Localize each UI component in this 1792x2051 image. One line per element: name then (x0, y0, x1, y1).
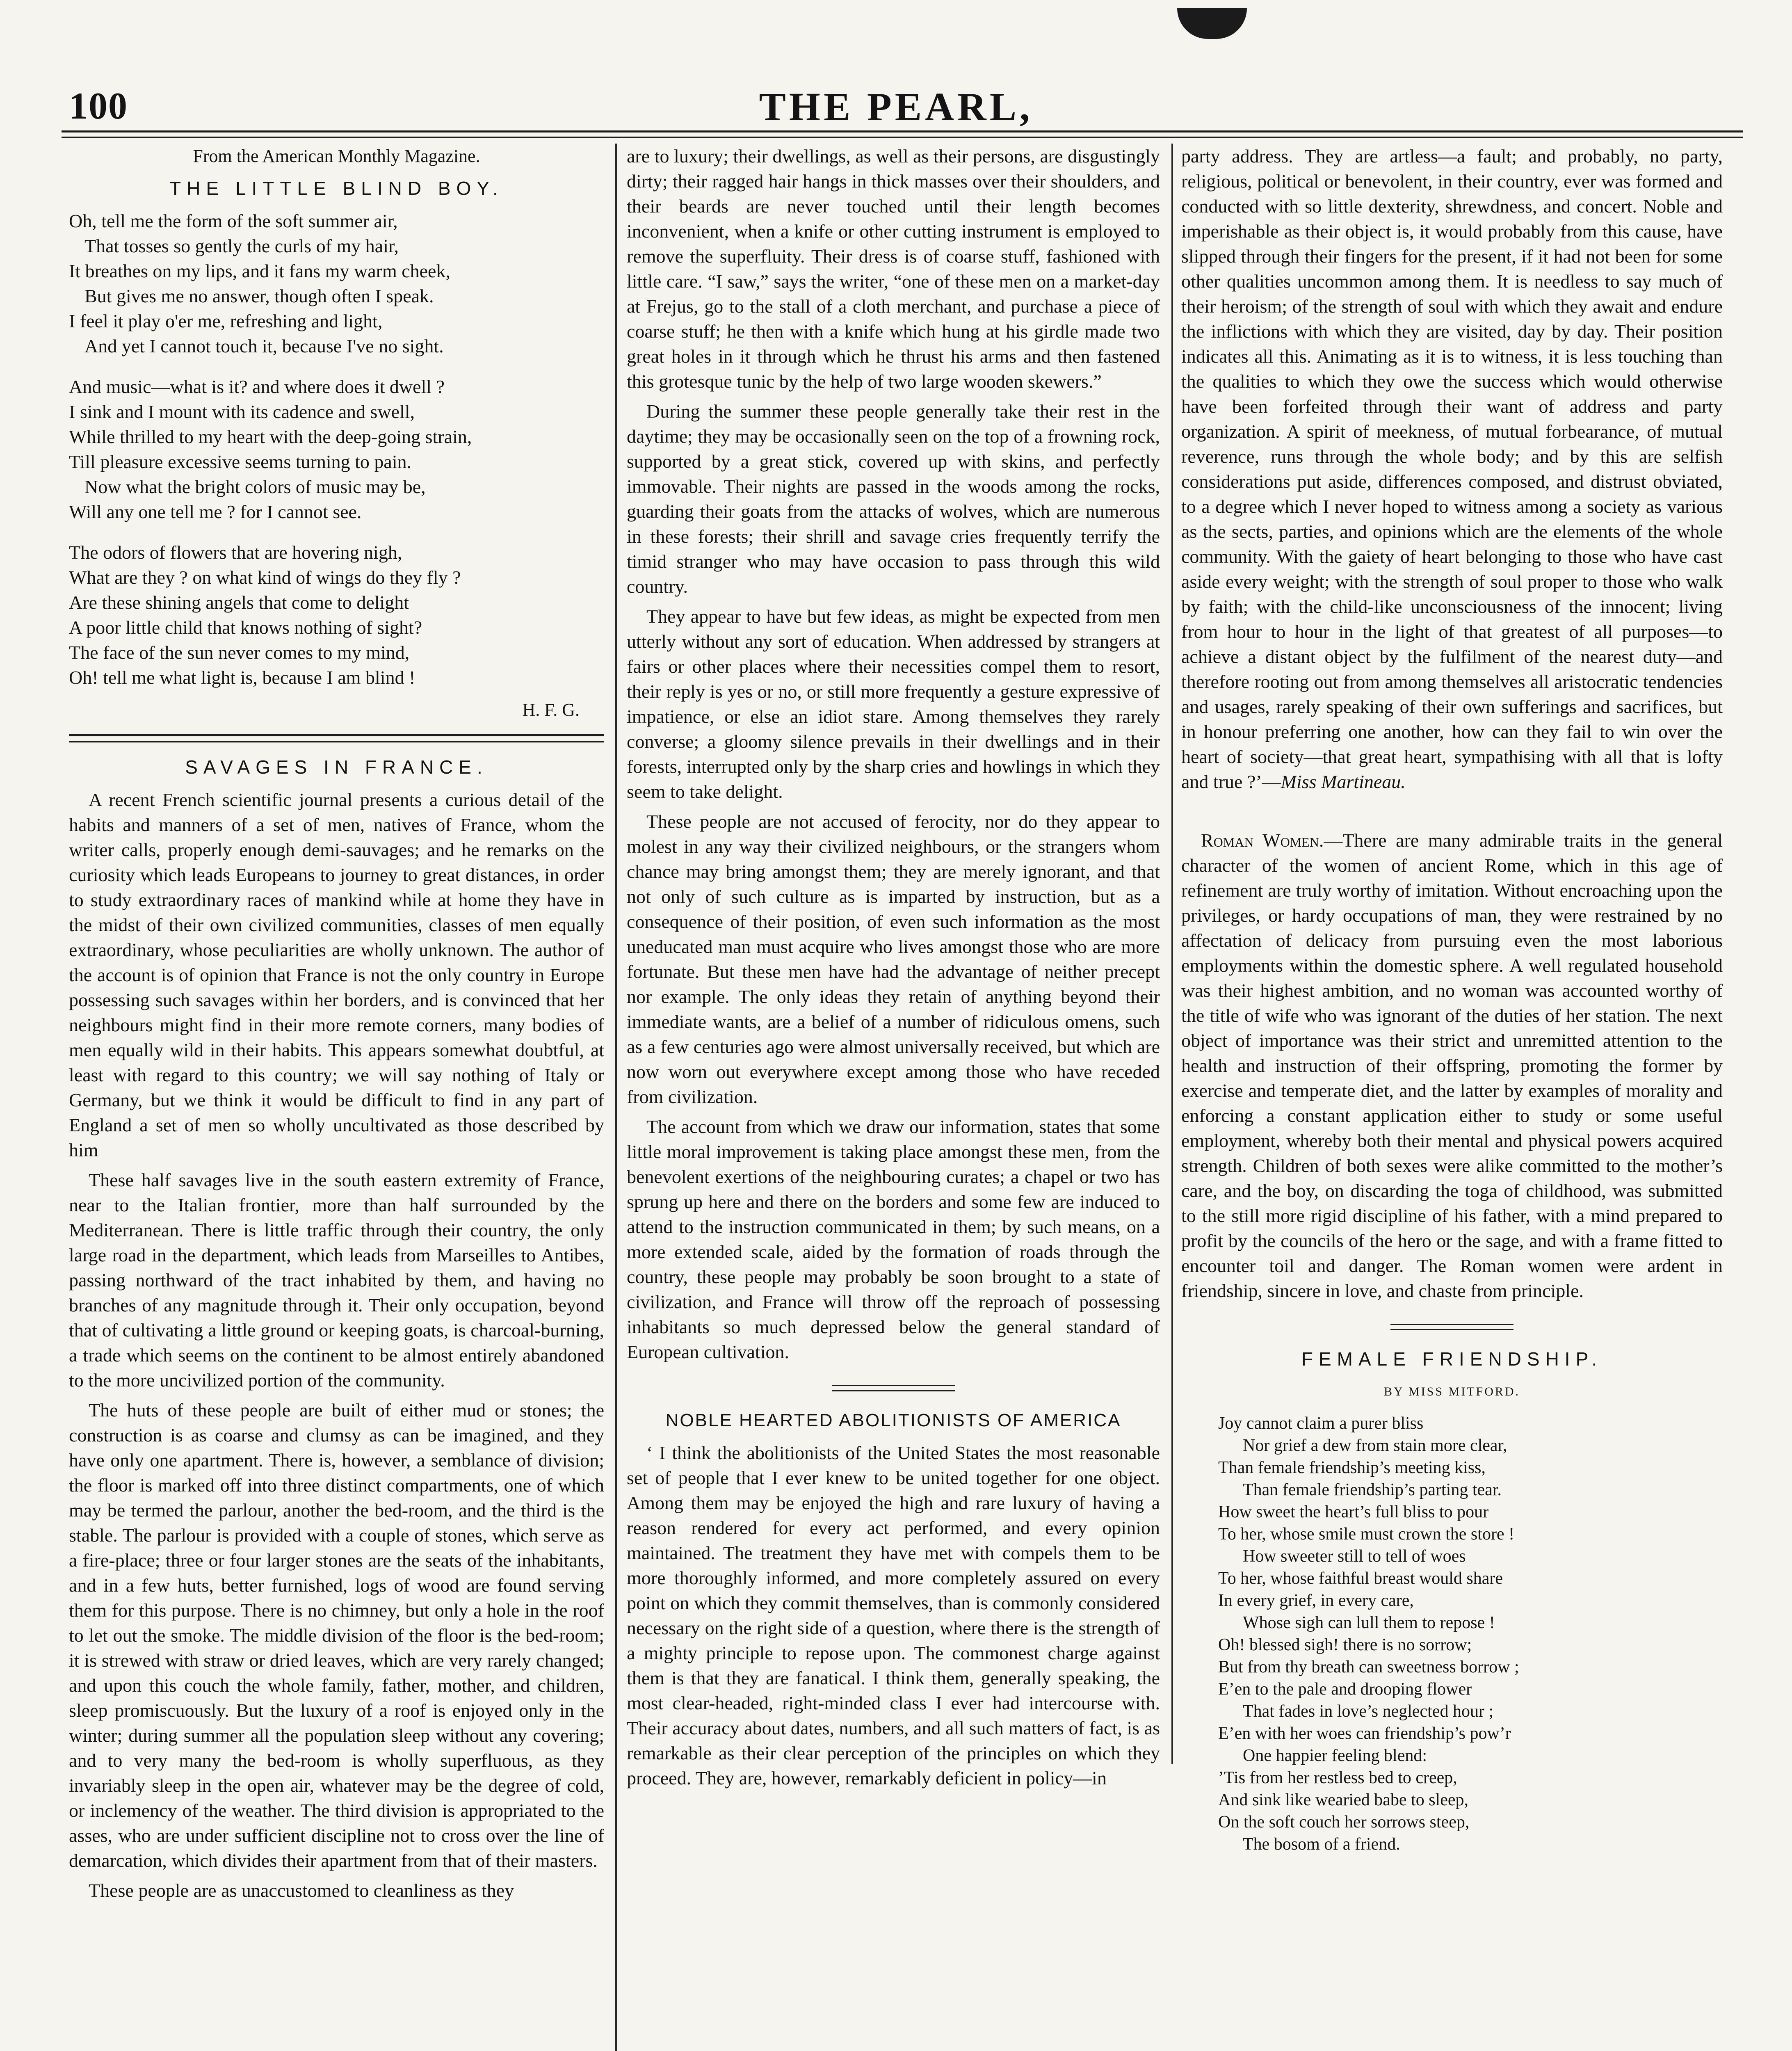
masthead-title: THE PEARL, (759, 85, 1033, 129)
article-paragraph: These people are not accused of ferocity, nor do they appear to molest in any way their civilized neighbours, or the strangers whom chance may bring amongst them; they are merely ignorant, and that not only of such culture as is imparted by instruction, but as a consequence of their position, of even such information as the most uneducated man must acquire who lives amongst those who are more fortunate. But these men have had the advantage of neither precept nor example. The only ideas they retain of anything beyond their immediate wants, are a belief of a number of ridiculous omens, such as a few centuries ago were almost universally received, but which are now worn out everywhere except among those who have receded from civilization. (627, 811, 1160, 1107)
poem-line: Now what the bright colors of music may be, (84, 476, 426, 497)
page-number: 100 (69, 85, 128, 127)
header-rule (62, 130, 1743, 138)
poem-line: And sink like wearied babe to sleep, (1218, 1791, 1468, 1809)
poem-line: Till pleasure excessive seems turning to pain. (69, 451, 412, 472)
poem-title: FEMALE FRIENDSHIP. (1301, 1348, 1603, 1370)
article-paragraph (1181, 828, 1723, 1303)
poem-line: Than female friendship’s meeting kiss, (1218, 1458, 1486, 1477)
article-paragraph: The huts of these people are built of either mud or stones; the construction is as coarse and clumsy as can be imagined, and they have only one apartment. There is, however, a semblance of division; the floor is marked off into three distinct compartments, one of which may be termed the parlour, another the bed-room, and the third is the stable. The parlour is provided with a couple of stones, which serve as a fire-place; three or four larger stones are the seats of the inhabitants, and in a few huts, better furnished, logs of wood are found serving them for this purpose. There is no chimney, but only a hole in the roof to let out the smoke. The middle division of the floor is the bed-room; it is strewed with straw or dried leaves, which are very rarely changed; and upon this couch the whole family, father, mother, and children, sleep promiscuously. But the luxury of a roof is enjoyed only in the winter; during summer all the population sleep without any covering; and to very many the bed-room is wholly superfluous, as they invariably sleep in the open air, whatever may be the degree of cold, or inclemency of the weather. The third division is appropriated to the asses, who are under sufficient discipline not to cross over the line of demarcation, which divides their apartment from that of their masters. (69, 1400, 604, 1871)
poem-line: And yet I cannot touch it, because I've no sight. (84, 336, 444, 356)
poem-line: ’Tis from her restless bed to creep, (1218, 1768, 1457, 1787)
poem-initials: H. F. G. (522, 700, 580, 720)
poem-line: Whose sigh can lull them to repose ! (1243, 1613, 1495, 1632)
poem-line: On the soft couch her sorrows steep, (1218, 1813, 1470, 1832)
column-1 (69, 144, 604, 2051)
poem-line: A poor little child that knows nothing of sight? (69, 617, 422, 638)
poem-line: The odors of flowers that are hovering nigh, (69, 542, 402, 563)
poem-line: Joy cannot claim a purer bliss (1218, 1414, 1424, 1433)
column-2 (627, 144, 1160, 2051)
masthead-ornament (1177, 8, 1247, 39)
article-paragraph: are to luxury; their dwellings, as well as their persons, are disgustingly dirty; their ragged hair hangs in thick masses over their shoulders, and their beards are never touched until their length becomes inconvenient, when a knife or other cutting instrument is employed to remove the superfluity. Their dress is of coarse stuff, fashioned with little care. “I saw,” says the writer, “one of these men on a market-day at Frejus, go to the stall of a cloth merchant, and purchase a piece of coarse stuff; he then with a knife which hung at his girdle made two great holes in it through which he thrust his arms and then fastened this grotesque tunic by the help of two large wooden skewers.” (627, 146, 1160, 392)
article-title: NOBLE HEARTED ABOLITIONISTS OF AMERICA (665, 1410, 1121, 1430)
poem-line: E’en with her woes can friendship’s pow’r (1218, 1724, 1511, 1743)
article-paragraph: These half savages live in the south eastern extremity of France, near to the Italian frontier, more than half surrounded by the Mediterranean. There is little traffic through their country, the only large road in the department, which leads from Marseilles to Antibes, passing northward of the tract inhabited by them, and having no branches of any magnitude through it. Their only occupation, beyond that of cultivating a little ground or keeping goats, is charcoal-burning, a trade which seems on the continent to be almost entirely abandoned to the more uncivilized portion of the community. (69, 1169, 604, 1391)
attribution: Miss Martineau. (1281, 771, 1406, 792)
poem-line: But gives me no answer, though often I speak. (84, 285, 434, 306)
article-text: —There are many admirable traits in the general character of the women of ancient Rome, which in this age of refinement are truly worthy of imitation. Without encroaching upon the privileges, or hardy occupations of man, they were restrained by no affectation of delicacy from pursuing even the most laborious employments within the domestic sphere. A well regulated household was their highest ambition, and no woman was accounted worthy of the title of wife who was ignorant of the duties of her station. The next object of importance was their strict and unremitted attention to the health and instruction of their offspring, promoting the former by exercise and temperate diet, and the latter by examples of morality and enforcing a constant application either to study or some useful employment, whereby both their mental and physical powers acquired strength. Children of both sexes were alike committed to the mother’s care, and the boy, on discarding the toga of childhood, was submitted to the still more rigid discipline of his father, with a mind prepared to profit by the councils of the hero or the sage, and with a frame fitted to encounter toil and danger. The Roman women were ardent in friendship, sincere in love, and chaste from principle. (1181, 830, 1723, 1301)
article-text: party address. They are artless—a fault; and probably, no party, religious, political or benevolent, in their country, ever was formed and conducted with so little dexterity, shrewdness, and concert. Noble and imperishable as their object is, it would probably from this cause, have slipped through their fingers for the present, if it had not been for some other qualities uncommon among them. It is needless to say much of their heroism; of the strength of soul with which they await and endure the inflictions with which they are visited, day by day. Their position indicates all this. Animating as it is to witness, it is less touching than the qualities to which they owe the success which would otherwise have been forfeited through their want of address and party organization. A spirit of meekness, of mutual forbearance, of mutual reverence, runs through the whole body; and by this are selfish considerations put aside, differences composed, and distrust obviated, to a degree which I never hoped to witness among a society as various as the sects, parties, and opinions which are the elements of the whole community. With the gaiety of heart belonging to those who have cast aside every weight; with the strength of soul proper to those who walk by faith; with the child-like unconsciousness of the innocent; living from hour to hour in the light of that greatest of all purposes—to achieve a distant object by the fulfilment of the nearest duty—and therefore rooting out from among themselves all aristocratic tendencies and usages, rarely speaking of their own sufferings and sacrifices, but in honour preferring one another, how can they fail to win over the heart of society—that great heart, sympathising with all that is lofty and true ?’— (1181, 146, 1723, 792)
article-paragraph: The account from which we draw our information, states that some little moral improvement is taking place amongst these men, from the benevolent exertions of the neighbouring curates; a chapel or two has sprung up here and there on the borders and some few are induced to attend to the instruction communicated in them; by such means, on a more extended scale, aided by the formation of roads through the country, these people may probably be soon brought to a state of civilization, and France will throw off the reproach of possessing inhabitants so much depressed below the general standard of European cultivation. (627, 1116, 1160, 1362)
poem-line: It breathes on my lips, and it fans my warm cheek, (69, 260, 450, 281)
poem-line: But from thy breath can sweetness borrow ; (1218, 1658, 1519, 1676)
poem-line: The bosom of a friend. (1243, 1835, 1400, 1854)
poem-title: THE LITTLE BLIND BOY. (169, 178, 504, 199)
article-paragraph: A recent French scientific journal presents a curious detail of the habits and manners of a set of men, natives of France, whom the writer calls, properly enough demi-sauvages; and he remarks on the curiosity which leads Europeans to journey to great distances, in order to study extraordinary races of mankind while at home they have in the midst of their own civilized communities, classes of men equally extraordinary, whose peculiarities are wholly unknown. The author of the account is of opinion that France is not the only country in Europe possessing such savages within her borders, and is convinced that her neighbours might find in their more remote corners, many bodies of men equally wild in their habits. This appears somewhat doubtful, at least with regard to this country; we will say nothing of Italy or Germany, but we think it would be difficult to find in any part of England a set of men so wholly uncultivated as those described by him (69, 789, 604, 1160)
article-paragraph: ‘ I think the abolitionists of the United States the most reasonable set of people that I ever knew to be united together for one object. Among them may be enjoyed the high and rare luxury of having a reason rendered for every act performed, and every opinion maintained. The treatment they have met with compels them to be more thoroughly informed, and more completely assured on every point on which they commit themselves, than is commonly considered necessary on the right side of a question, where there is the strength of a mighty principle to repose upon. The commonest charge against them is that they are fanatical. I think them, generally speaking, the most clear-headed, right-minded class I ever had intercourse with. Their accuracy about dates, numbers, and all such matters of fact, is as remarkable as their clear perception of the principles on which they proceed. They are, however, remarkably deficient in policy—in (627, 1442, 1160, 1788)
poem-line: I feel it play o'er me, refreshing and light, (69, 311, 383, 331)
poem-line: That fades in love’s neglected hour ; (1243, 1702, 1494, 1721)
column-divider (1171, 144, 1173, 1764)
article-paragraph (1181, 144, 1723, 794)
poem-stanza (69, 208, 604, 359)
poem-line: How sweeter still to tell of woes (1243, 1547, 1466, 1566)
poem-line: The face of the sun never comes to my mind, (69, 642, 410, 663)
poem-line: Than female friendship’s parting tear. (1243, 1480, 1502, 1499)
article-title: SAVAGES IN FRANCE. (185, 756, 488, 778)
section-lead: Roman Women. (1201, 830, 1324, 851)
poem-line: What are they ? on what kind of wings do they fly ? (69, 567, 461, 588)
poem-line: I sink and I mount with its cadence and swell, (69, 401, 415, 422)
poem-line: In every grief, in every care, (1218, 1591, 1414, 1610)
poem-stanza (69, 374, 604, 524)
poem-line: Oh, tell me the form of the soft summer air, (69, 210, 398, 231)
poem-line: Nor grief a dew from stain more clear, (1243, 1436, 1507, 1455)
poem (1181, 1412, 1723, 1855)
column-3 (1181, 144, 1723, 2051)
poem-line: Are these shining angels that come to delight (69, 592, 409, 613)
poem-line: How sweet the heart’s full bliss to pour (1218, 1503, 1489, 1521)
article-paragraph: These people are as unaccustomed to cleanliness as they (89, 1880, 514, 1901)
poem-line: And music—what is it? and where does it dwell ? (69, 376, 445, 397)
poem-line: Will any one tell me ? for I cannot see. (69, 501, 362, 522)
spacer (1181, 799, 1723, 828)
section-rule (832, 1385, 955, 1391)
poem-line: While thrilled to my heart with the deep-going strain, (69, 426, 472, 447)
poem-byline: BY MISS MITFORD. (1383, 1385, 1520, 1398)
poem-line: E’en to the pale and drooping flower (1218, 1680, 1472, 1699)
poem-stanza (69, 540, 604, 690)
poem-line: Oh! blessed sigh! there is no sorrow; (1218, 1635, 1472, 1654)
section-rule (1390, 1324, 1513, 1330)
column-divider (615, 144, 617, 2051)
article-paragraph: They appear to have but few ideas, as might be expected from men utterly without any sort of education. When addressed by strangers at fairs or other places where their necessities compel them to resort, their reply is yes or no, or still more frequently a gesture expressive of impatience, or else an idiot stare. Among themselves they rarely converse; a gloomy silence prevails in their dwellings and in their forests, interrupted only by the sharp cries and howlings in which they seem to take delight. (627, 606, 1160, 802)
section-rule (69, 734, 604, 742)
article-paragraph: During the summer these people generally take their rest in the daytime; they may be occasionally seen on the top of a frowning rock, supported by a great stick, covered up with skins, and perfectly immovable. Their nights are passed in the woods among the rocks, guarding their goats from the attacks of wolves, which are numerous in these forests; their shrill and savage cries frequently terrify the timid stranger who may have occasion to pass through this wild country. (627, 401, 1160, 597)
poem-line: That tosses so gently the curls of my hair, (84, 235, 399, 256)
poem-line: One happier feeling blend: (1243, 1746, 1427, 1765)
poem-line: To her, whose faithful breast would share (1218, 1569, 1503, 1588)
poem-source: From the American Monthly Magazine. (193, 146, 480, 166)
poem-line: Oh! tell me what light is, because I am blind ! (69, 667, 415, 688)
poem-line: To her, whose smile must crown the store ! (1218, 1525, 1515, 1544)
